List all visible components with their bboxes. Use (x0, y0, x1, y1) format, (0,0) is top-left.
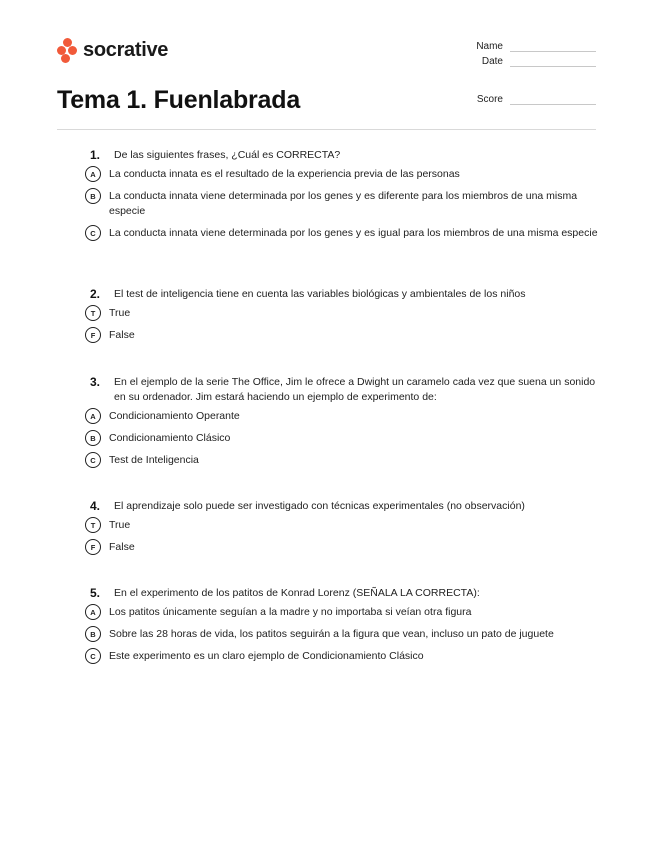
question-text: En el ejemplo de la serie The Office, Jim le ofrece a Dwight un caramelo cada vez que suena un sonido en su ordenador. Jim estará haciendo un ejemplo de experimento de: (114, 376, 596, 403)
option-true[interactable] (85, 306, 600, 321)
question-number: 3. (90, 375, 101, 389)
option-text: True (109, 307, 131, 319)
score-field-line (510, 104, 596, 105)
option-c[interactable] (85, 649, 600, 664)
option-a[interactable] (85, 605, 600, 620)
score-label: Score (476, 94, 503, 105)
question-5 (85, 586, 600, 664)
option-true[interactable] (85, 518, 600, 533)
question-3 (85, 375, 600, 468)
option-text: Condicionamiento Clásico (109, 432, 231, 444)
question-number: 4. (90, 499, 101, 513)
answer-bubble[interactable]: B (85, 188, 101, 204)
option-a[interactable] (85, 167, 600, 182)
option-text: La conducta innata es el resultado de la experiencia previa de las personas (109, 168, 460, 180)
answer-bubble[interactable]: F (85, 327, 101, 343)
option-c[interactable] (85, 453, 600, 468)
option-text: La conducta innata viene determinada por los genes y es diferente para los miembros de una misma especie (109, 190, 578, 217)
brand-name: socrative (83, 38, 169, 61)
option-text: Los patitos únicamente seguían a la madre y no importaba si veían otra figura (109, 606, 472, 618)
option-text: True (109, 519, 131, 531)
option-text: Test de Inteligencia (109, 454, 199, 466)
question-text: En el experimento de los patitos de Konrad Lorenz (SEÑALA LA CORRECTA): (114, 587, 480, 599)
answer-bubble[interactable]: T (85, 517, 101, 533)
option-c[interactable] (85, 226, 600, 241)
option-b[interactable] (85, 189, 600, 219)
question-1 (85, 148, 600, 241)
answer-bubble[interactable]: A (85, 408, 101, 424)
answer-bubble[interactable]: T (85, 305, 101, 321)
answer-bubble[interactable]: C (85, 452, 101, 468)
question-number: 1. (90, 148, 101, 162)
question-text: El test de inteligencia tiene en cuenta las variables biológicas y ambientales de los niños (114, 288, 526, 300)
option-false[interactable] (85, 540, 600, 555)
option-b[interactable] (85, 627, 600, 642)
date-label: Date (481, 56, 503, 67)
option-text: False (109, 541, 135, 553)
name-field-line (510, 51, 596, 52)
question-number: 2. (90, 287, 101, 301)
name-label: Name (476, 41, 503, 52)
answer-bubble[interactable]: F (85, 539, 101, 555)
option-text: Este experimento es un claro ejemplo de Condicionamiento Clásico (109, 650, 424, 662)
option-false[interactable] (85, 328, 600, 343)
option-b[interactable] (85, 431, 600, 446)
option-text: Sobre las 28 horas de vida, los patitos seguirán a la figura que vean, incluso un pato de juguete (109, 628, 554, 640)
answer-bubble[interactable]: C (85, 648, 101, 664)
page-title: Tema 1. Fuenlabrada (57, 86, 301, 114)
question-2 (85, 287, 600, 343)
question-4 (85, 499, 600, 555)
socrative-logo-icon (57, 38, 79, 62)
answer-bubble[interactable]: B (85, 626, 101, 642)
answer-bubble[interactable]: C (85, 225, 101, 241)
date-field-line (510, 66, 596, 67)
answer-bubble[interactable]: A (85, 166, 101, 182)
option-text: La conducta innata viene determinada por los genes y es igual para los miembros de una misma especie (109, 227, 598, 239)
option-text: Condicionamiento Operante (109, 410, 240, 422)
answer-bubble[interactable]: B (85, 430, 101, 446)
question-number: 5. (90, 586, 101, 600)
answer-bubble[interactable]: A (85, 604, 101, 620)
question-text: El aprendizaje solo puede ser investigado con técnicas experimentales (no observación) (114, 500, 525, 512)
option-a[interactable] (85, 409, 600, 424)
question-text: De las siguientes frases, ¿Cuál es CORRECTA? (114, 149, 341, 161)
header-divider (57, 129, 596, 130)
option-text: False (109, 329, 135, 341)
socrative-logo (57, 38, 168, 62)
